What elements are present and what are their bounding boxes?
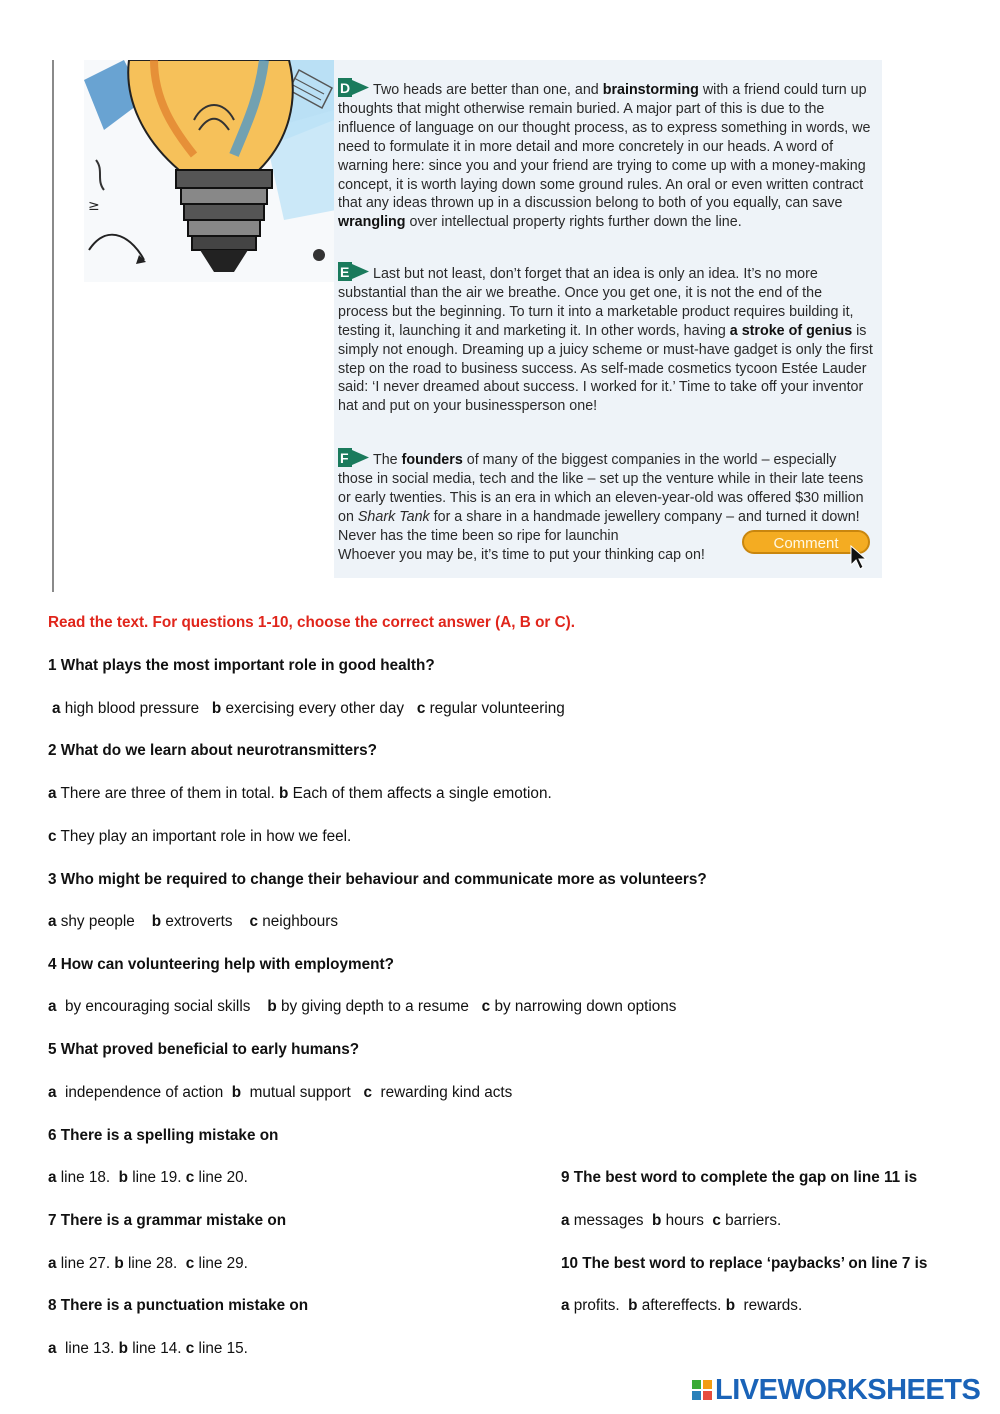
question-7-options[interactable]: a line 27. b line 28. c line 29. xyxy=(48,1255,248,1272)
question-3-options[interactable]: a shy people b extroverts c neighbours xyxy=(48,913,338,930)
question-1-options[interactable]: a high blood pressure b exercising every other day c regular volunteering xyxy=(52,700,565,717)
question-10: 10 The best word to replace ‘paybacks’ on line 7 is xyxy=(561,1255,928,1272)
instructions: Read the text. For questions 1-10, choose the correct answer (A, B or C). xyxy=(48,614,576,631)
svg-text:≥: ≥ xyxy=(88,198,100,214)
question-7: 7 There is a grammar mistake on xyxy=(48,1212,287,1229)
question-10-options[interactable]: a profits. b aftereffects. b rewards. xyxy=(561,1297,803,1314)
svg-text:D: D xyxy=(340,80,351,96)
question-4-options[interactable]: a by encouraging social skills b by giving depth to a resume c by narrowing down options xyxy=(48,998,677,1015)
liveworksheets-logo xyxy=(692,1374,980,1406)
question-9: 9 The best word to complete the gap on line 11 is xyxy=(561,1169,918,1186)
question-6-options[interactable]: a line 18. b line 19. c line 20. xyxy=(48,1169,248,1186)
question-6: 6 There is a spelling mistake on xyxy=(48,1127,279,1144)
question-8: 8 There is a punctuation mistake on xyxy=(48,1297,309,1314)
mouse-cursor-icon xyxy=(849,545,869,571)
question-5-options[interactable]: a independence of action b mutual support c rewarding kind acts xyxy=(48,1084,513,1101)
page-margin-line xyxy=(52,60,54,592)
paragraph-marker-e-icon xyxy=(338,262,371,281)
paragraph-marker-d-icon xyxy=(338,78,371,97)
logo-grid-icon xyxy=(692,1380,712,1400)
paragraph-f: F The founders of many of the biggest companies in the world – especially those in social media, tech and the like – set up the venture while in their late teens or early twenties. This is an era in which an eleven-year-old was offered $30 million on Shark Tank for a share in a handmade jewellery company – and turned it down! Never has the time been so ripe for launchin Whoever you may be, it’s time to put your thinking cap on! xyxy=(338,450,864,563)
question-8-options[interactable]: a line 13. b line 14. c line 15. xyxy=(48,1340,248,1357)
reading-passage xyxy=(334,60,882,578)
question-2-option-c[interactable]: c They play an important role in how we feel. xyxy=(48,828,352,845)
logo-text: LIVEWORKSHEETS xyxy=(715,1373,981,1406)
paragraph-marker-f-icon xyxy=(338,448,371,467)
question-2: 2 What do we learn about neurotransmitters? xyxy=(48,742,377,759)
svg-text:E: E xyxy=(340,264,350,280)
question-3: 3 Who might be required to change their behaviour and communicate more as volunteers? xyxy=(48,871,707,888)
question-1: 1 What plays the most important role in good health? xyxy=(48,657,435,674)
lightbulb-illustration xyxy=(84,60,336,282)
svg-text:F: F xyxy=(340,450,349,466)
comment-button[interactable]: Comment xyxy=(742,530,870,554)
question-9-options[interactable]: a messages b hours c barriers. xyxy=(561,1212,782,1229)
question-4: 4 How can volunteering help with employment? xyxy=(48,956,394,973)
question-2-options-ab[interactable]: a There are three of them in total. b Each of them affects a single emotion. xyxy=(48,785,552,802)
question-5: 5 What proved beneficial to early humans? xyxy=(48,1041,360,1058)
paragraph-d: D Two heads are better than one, and brainstorming with a friend could turn up thoughts that might otherwise remain buried. A major part of this is due to the influence of language on our thought process, as to express something in words, we need to formulate it in more detail and more concretely in our heads. A word of warning here: since you and your friend are trying to come up with a money-making concept, it is worth laying down some ground rules. An oral or even written contract that any ideas thrown up in a discussion belong to both of you equally, can save wrangling over intellectual property rights further down the line. xyxy=(338,80,871,231)
paragraph-e: E Last but not least, don’t forget that an idea is only an idea. It’s no more substantial than the air we breathe. Once you get one, it is not the end of the process but the beginning. To turn it into a marketable product requires building it, testing it, launching it and marketing it. In other words, having a stroke of genius is simply not enough. Dreaming up a juicy scheme or must-have gadget is only the first step on the road to business success. As self-made cosmetics tycoon Estée Lauder said: ‘I never dreamed about success. I worked for it.’ Time to take off your inventor hat and put on your businessperson one! xyxy=(338,264,873,415)
